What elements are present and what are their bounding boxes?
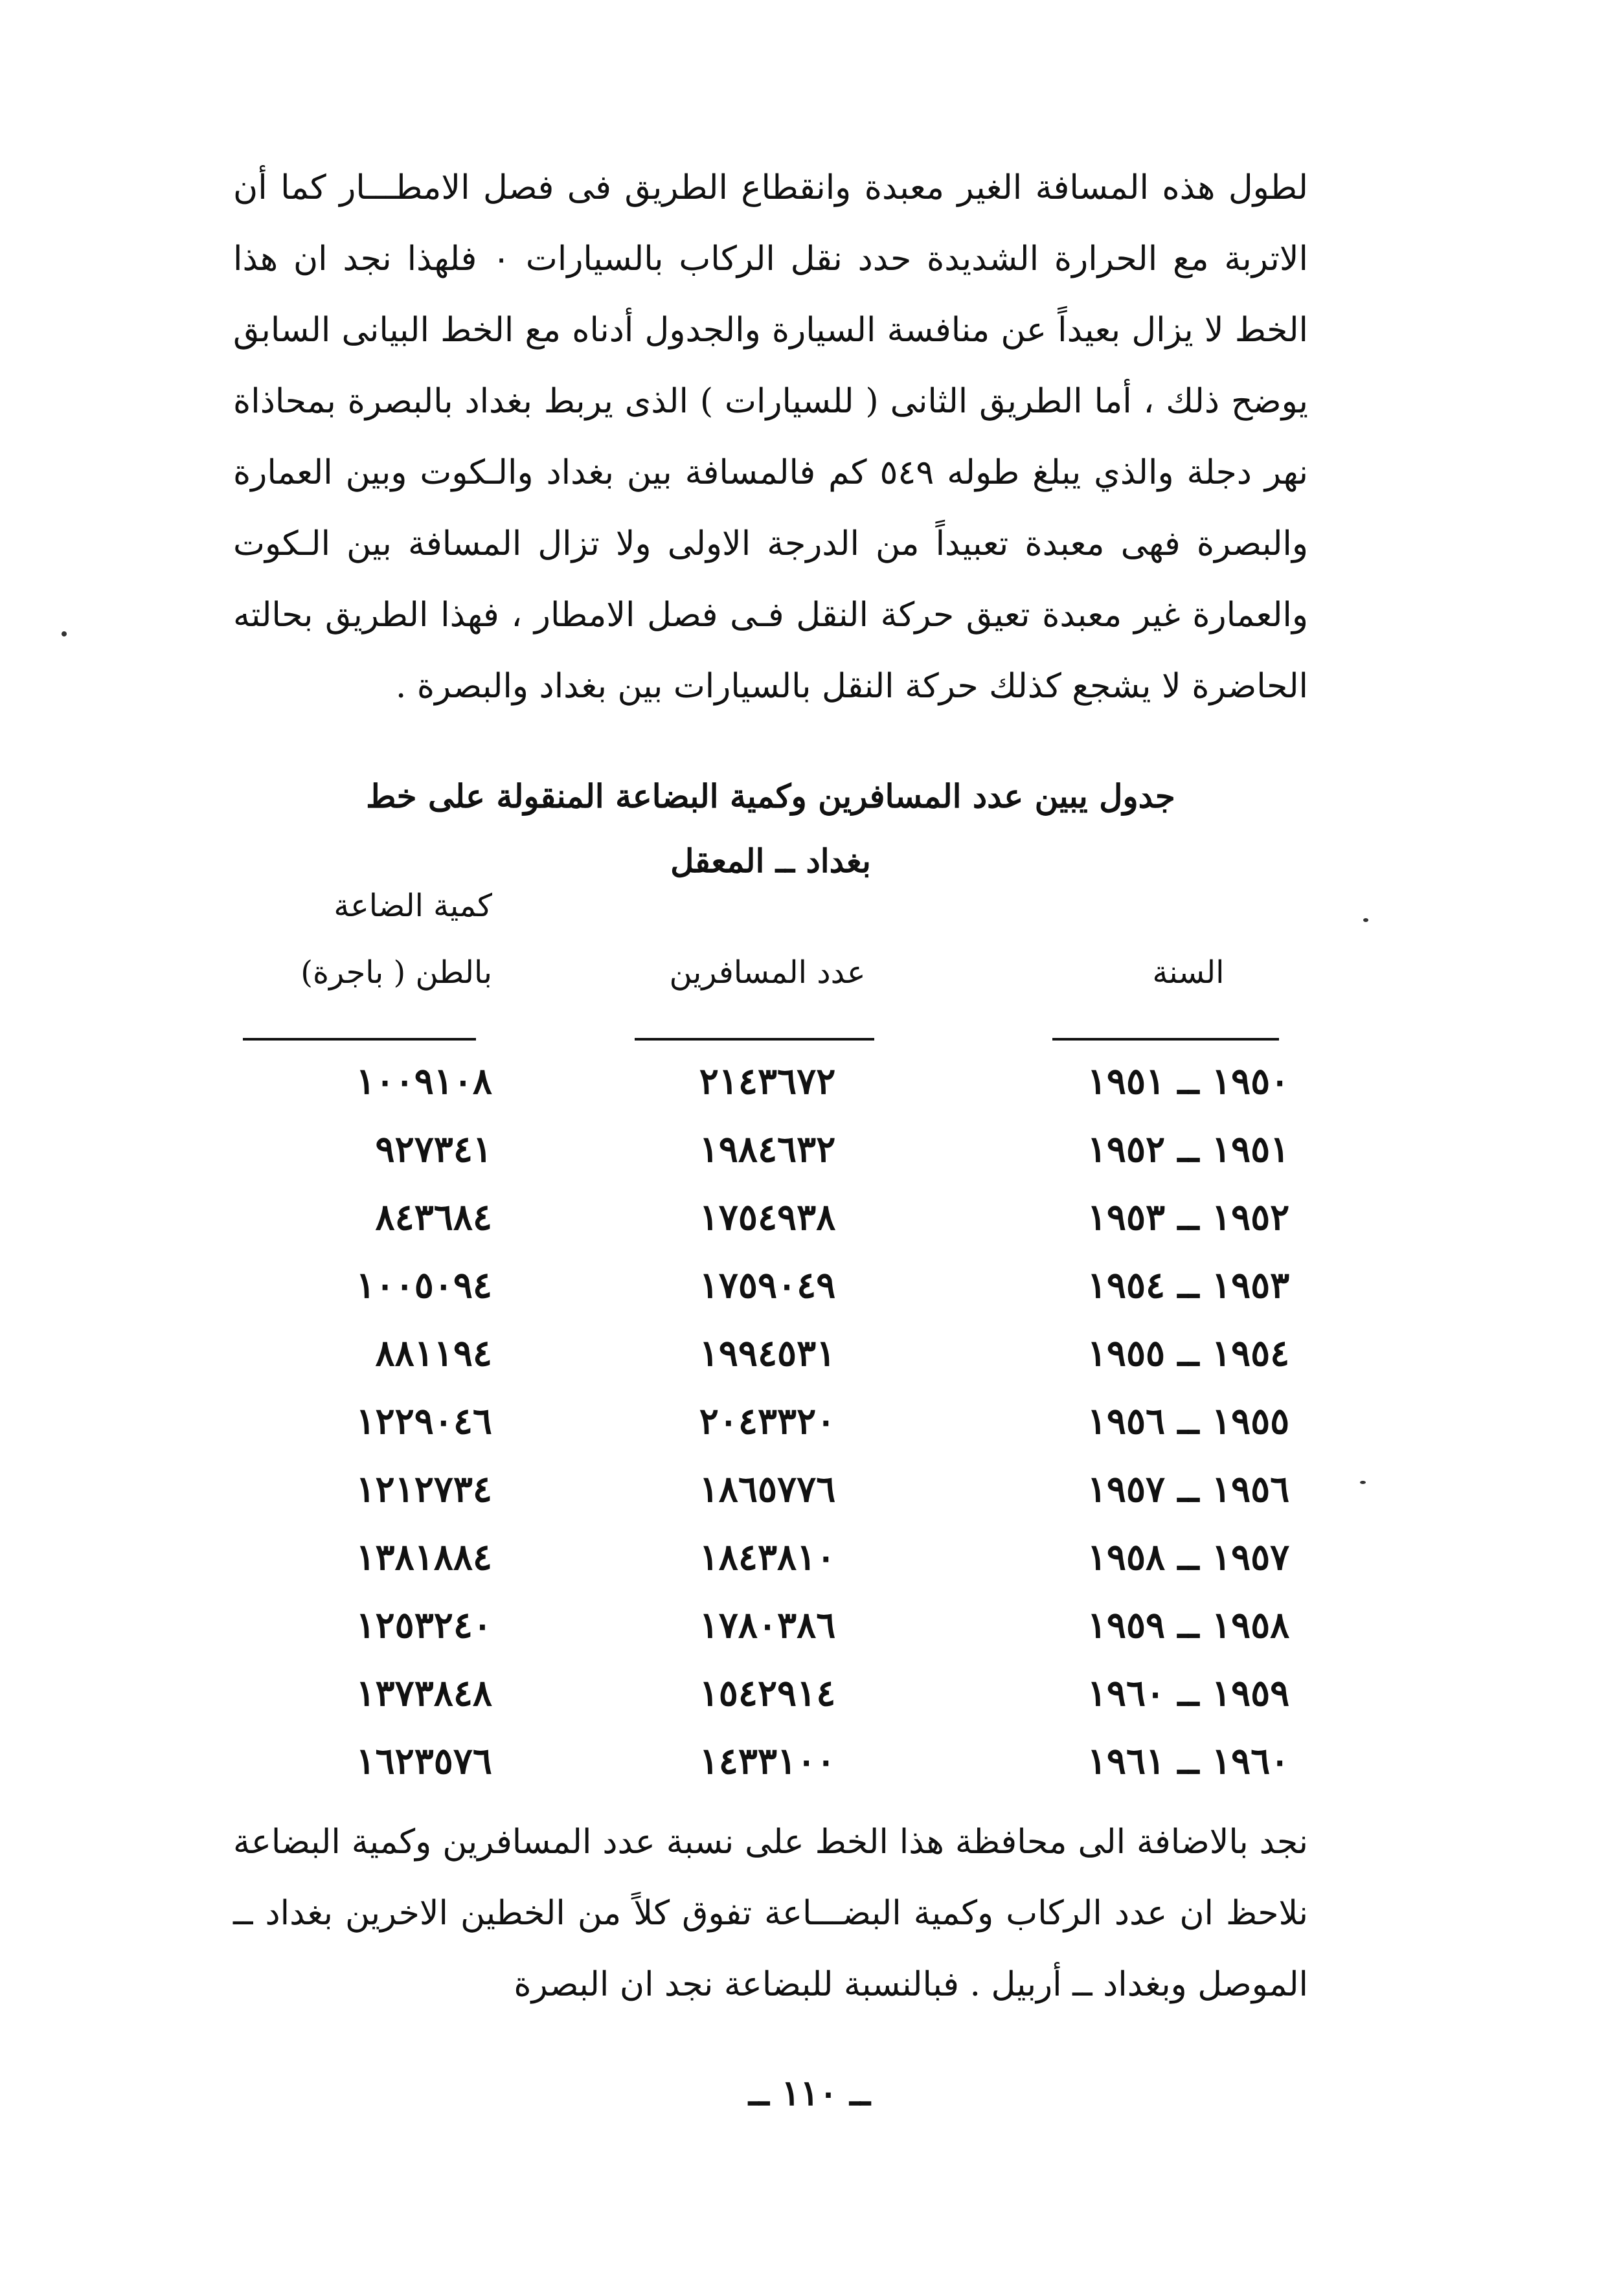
- header-rule-goods: [243, 1038, 476, 1041]
- table-row: [0, 1055, 1619, 1107]
- cell-year: ١٩٥١ ــ ١٩٥٢: [1087, 1128, 1290, 1171]
- table-row: [0, 1327, 1619, 1379]
- cell-goods: ١٢١٢٧٣٤: [356, 1468, 492, 1511]
- cell-passengers: ١٧٥٤٩٣٨: [699, 1196, 836, 1239]
- cell-year: ١٩٥٩ ــ ١٩٦٠: [1087, 1672, 1290, 1715]
- scan-speck: [62, 631, 67, 636]
- table-row: [0, 1463, 1619, 1515]
- table-title-line-1: جدول يبين عدد المسافرين وكمية البضاعة المنقولة على خط: [366, 777, 1175, 815]
- cell-goods: ٨٨١١٩٤: [375, 1332, 492, 1375]
- page-number: ــ ١١٠ ــ: [749, 2072, 870, 2113]
- cell-goods: ١٦٢٣٥٧٦: [356, 1740, 492, 1783]
- cell-passengers: ١٨٤٣٨١٠: [699, 1536, 836, 1579]
- header-goods-line-2: بالطن ( باجرة): [300, 954, 492, 991]
- cell-goods: ١٣٨١٨٨٤: [356, 1536, 492, 1579]
- cell-year: ١٩٥٠ ــ ١٩٥١: [1087, 1060, 1290, 1103]
- cell-goods: ١٠٠٥٠٩٤: [356, 1264, 492, 1307]
- header-year: السنة: [1152, 954, 1225, 991]
- cell-year: ١٩٥٤ ــ ١٩٥٥: [1087, 1332, 1290, 1375]
- cell-passengers: ١٧٨٠٣٨٦: [699, 1604, 836, 1647]
- header-rule-passengers: [635, 1038, 874, 1041]
- cell-year: ١٩٥٢ ــ ١٩٥٣: [1087, 1196, 1290, 1239]
- cell-passengers: ١٥٤٢٩١٤: [699, 1672, 836, 1715]
- cell-passengers: ١٧٥٩٠٤٩: [699, 1264, 836, 1307]
- cell-goods: ١٢٢٩٠٤٦: [356, 1400, 492, 1443]
- cell-goods: ٩٢٧٣٤١: [375, 1128, 492, 1171]
- table-row: [0, 1667, 1619, 1719]
- table-row: [0, 1191, 1619, 1243]
- header-goods-line-1: كمية الضاعة: [334, 888, 492, 924]
- table-row: [0, 1531, 1619, 1583]
- table-row: [0, 1259, 1619, 1311]
- table-row: [0, 1599, 1619, 1651]
- body-paragraph-top: لطول هذه المسافة الغير معبدة وانقطاع الطريق فى فصل الامطـــار كما أن الاتربة مع الحرارة الشديدة حدد نقل الركاب بالسيارات ٠ فلهذا نجد ان هذا الخط لا يزال بعيداً عن منافسة السيارة والجدول أدناه مع الخط البيانى السابق يوضح ذلك ، أما الطريق الثانى ( للسيارات ) الذى يربط بغداد بالبصرة بمحاذاة نهر دجلة والذي يبلغ طوله ٥٤٩ كم فالمسافة بين بغداد والـكوت وبين العمارة والبصرة فهى معبدة تعبيداً من الدرجة الاولى ولا تزال المسافة بين الـكوت والعمارة غير معبدة تعيق حركة النقل فـى فصل الامطار ، فهذا الطريق بحالته الحاضرة لا يشجع كذلك حركة النقل بالسيارات بين بغداد والبصرة .: [233, 168, 1308, 706]
- cell-passengers: ٢١٤٣٦٧٢: [699, 1060, 836, 1103]
- cell-passengers: ١٩٨٤٦٣٢: [699, 1128, 836, 1171]
- cell-goods: ١٣٧٣٨٤٨: [356, 1672, 492, 1715]
- table-row: [0, 1735, 1619, 1787]
- cell-passengers: ١٩٩٤٥٣١: [699, 1332, 836, 1375]
- cell-passengers: ٢٠٤٣٣٢٠: [699, 1400, 836, 1443]
- cell-year: ١٩٥٥ ــ ١٩٥٦: [1087, 1400, 1290, 1443]
- scan-speck: [1360, 1481, 1366, 1484]
- cell-goods: ٨٤٣٦٨٤: [375, 1196, 492, 1239]
- cell-year: ١٩٥٨ ــ ١٩٥٩: [1087, 1604, 1290, 1647]
- cell-passengers: ١٨٦٥٧٧٦: [699, 1468, 836, 1511]
- cell-year: ١٩٦٠ ــ ١٩٦١: [1087, 1740, 1290, 1783]
- body-paragraph-bottom: نجد بالاضافة الى محافظة هذا الخط على نسبة عدد المسافرين وكمية البضاعة نلاحظ ان عدد الركاب وكمية البضـــاعة تفوق كلاً من الخطين الاخرين بغداد ــ الموصل وبغداد ــ أربيل . فبالنسبة للبضاعة نجد ان البصرة: [233, 1823, 1308, 2004]
- cell-year: ١٩٥٣ ــ ١٩٥٤: [1087, 1264, 1290, 1307]
- cell-goods: ١٢٥٣٢٤٠: [356, 1604, 492, 1647]
- header-rule-year: [1052, 1038, 1279, 1041]
- scan-speck: [1363, 918, 1368, 922]
- cell-passengers: ١٤٣٣١٠٠: [699, 1740, 836, 1783]
- cell-goods: ١٠٠٩١٠٨: [356, 1060, 492, 1103]
- table-title-line-2: بغداد ــ المعقل: [670, 842, 871, 880]
- cell-year: ١٩٥٧ ــ ١٩٥٨: [1087, 1536, 1290, 1579]
- cell-year: ١٩٥٦ ــ ١٩٥٧: [1087, 1468, 1290, 1511]
- table-row: [0, 1123, 1619, 1175]
- table-row: [0, 1395, 1619, 1447]
- header-passengers: عدد المسافرين: [669, 954, 866, 991]
